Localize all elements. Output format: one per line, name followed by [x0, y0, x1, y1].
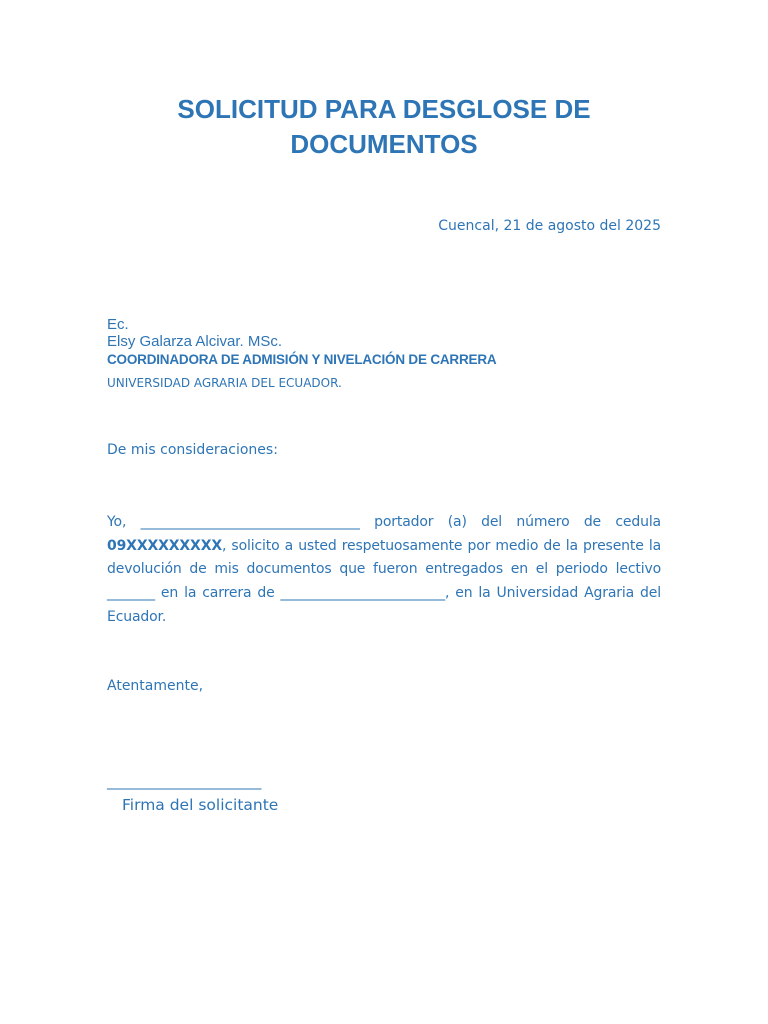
document-title: SOLICITUD PARA DESGLOSE DE DOCUMENTOS — [177, 94, 591, 159]
body-text-part1: Yo, ________________________________ portador (a) del número de cedula — [107, 514, 661, 530]
document-date: Cuencal, 21 de agosto del 2025 — [438, 218, 661, 234]
closing: Atentamente, — [107, 678, 204, 694]
signature-label: Firma del solicitante — [122, 796, 279, 814]
body-paragraph — [107, 511, 661, 630]
recipient-role: COORDINADORA DE ADMISIÓN Y NIVELACIÓN DE CARRERA — [107, 352, 497, 367]
greeting: De mis consideraciones: — [107, 442, 278, 458]
body-text-part2: , solicito a usted respetuosamente por medio de la presente la devolución de mis documentos que fueron entregados en el periodo lectivo _______ en la carrera de ________________________, en la Universidad Agraria del Ecuador. — [107, 537, 661, 625]
recipient-prefix: Ec. — [107, 316, 129, 333]
id-number: 09XXXXXXXXX — [107, 537, 222, 554]
signature-line: _______________________ — [107, 774, 262, 790]
recipient-institution: UNIVERSIDAD AGRARIA DEL ECUADOR. — [107, 376, 342, 390]
recipient-name: Elsy Galarza Alcivar. MSc. — [107, 333, 283, 350]
